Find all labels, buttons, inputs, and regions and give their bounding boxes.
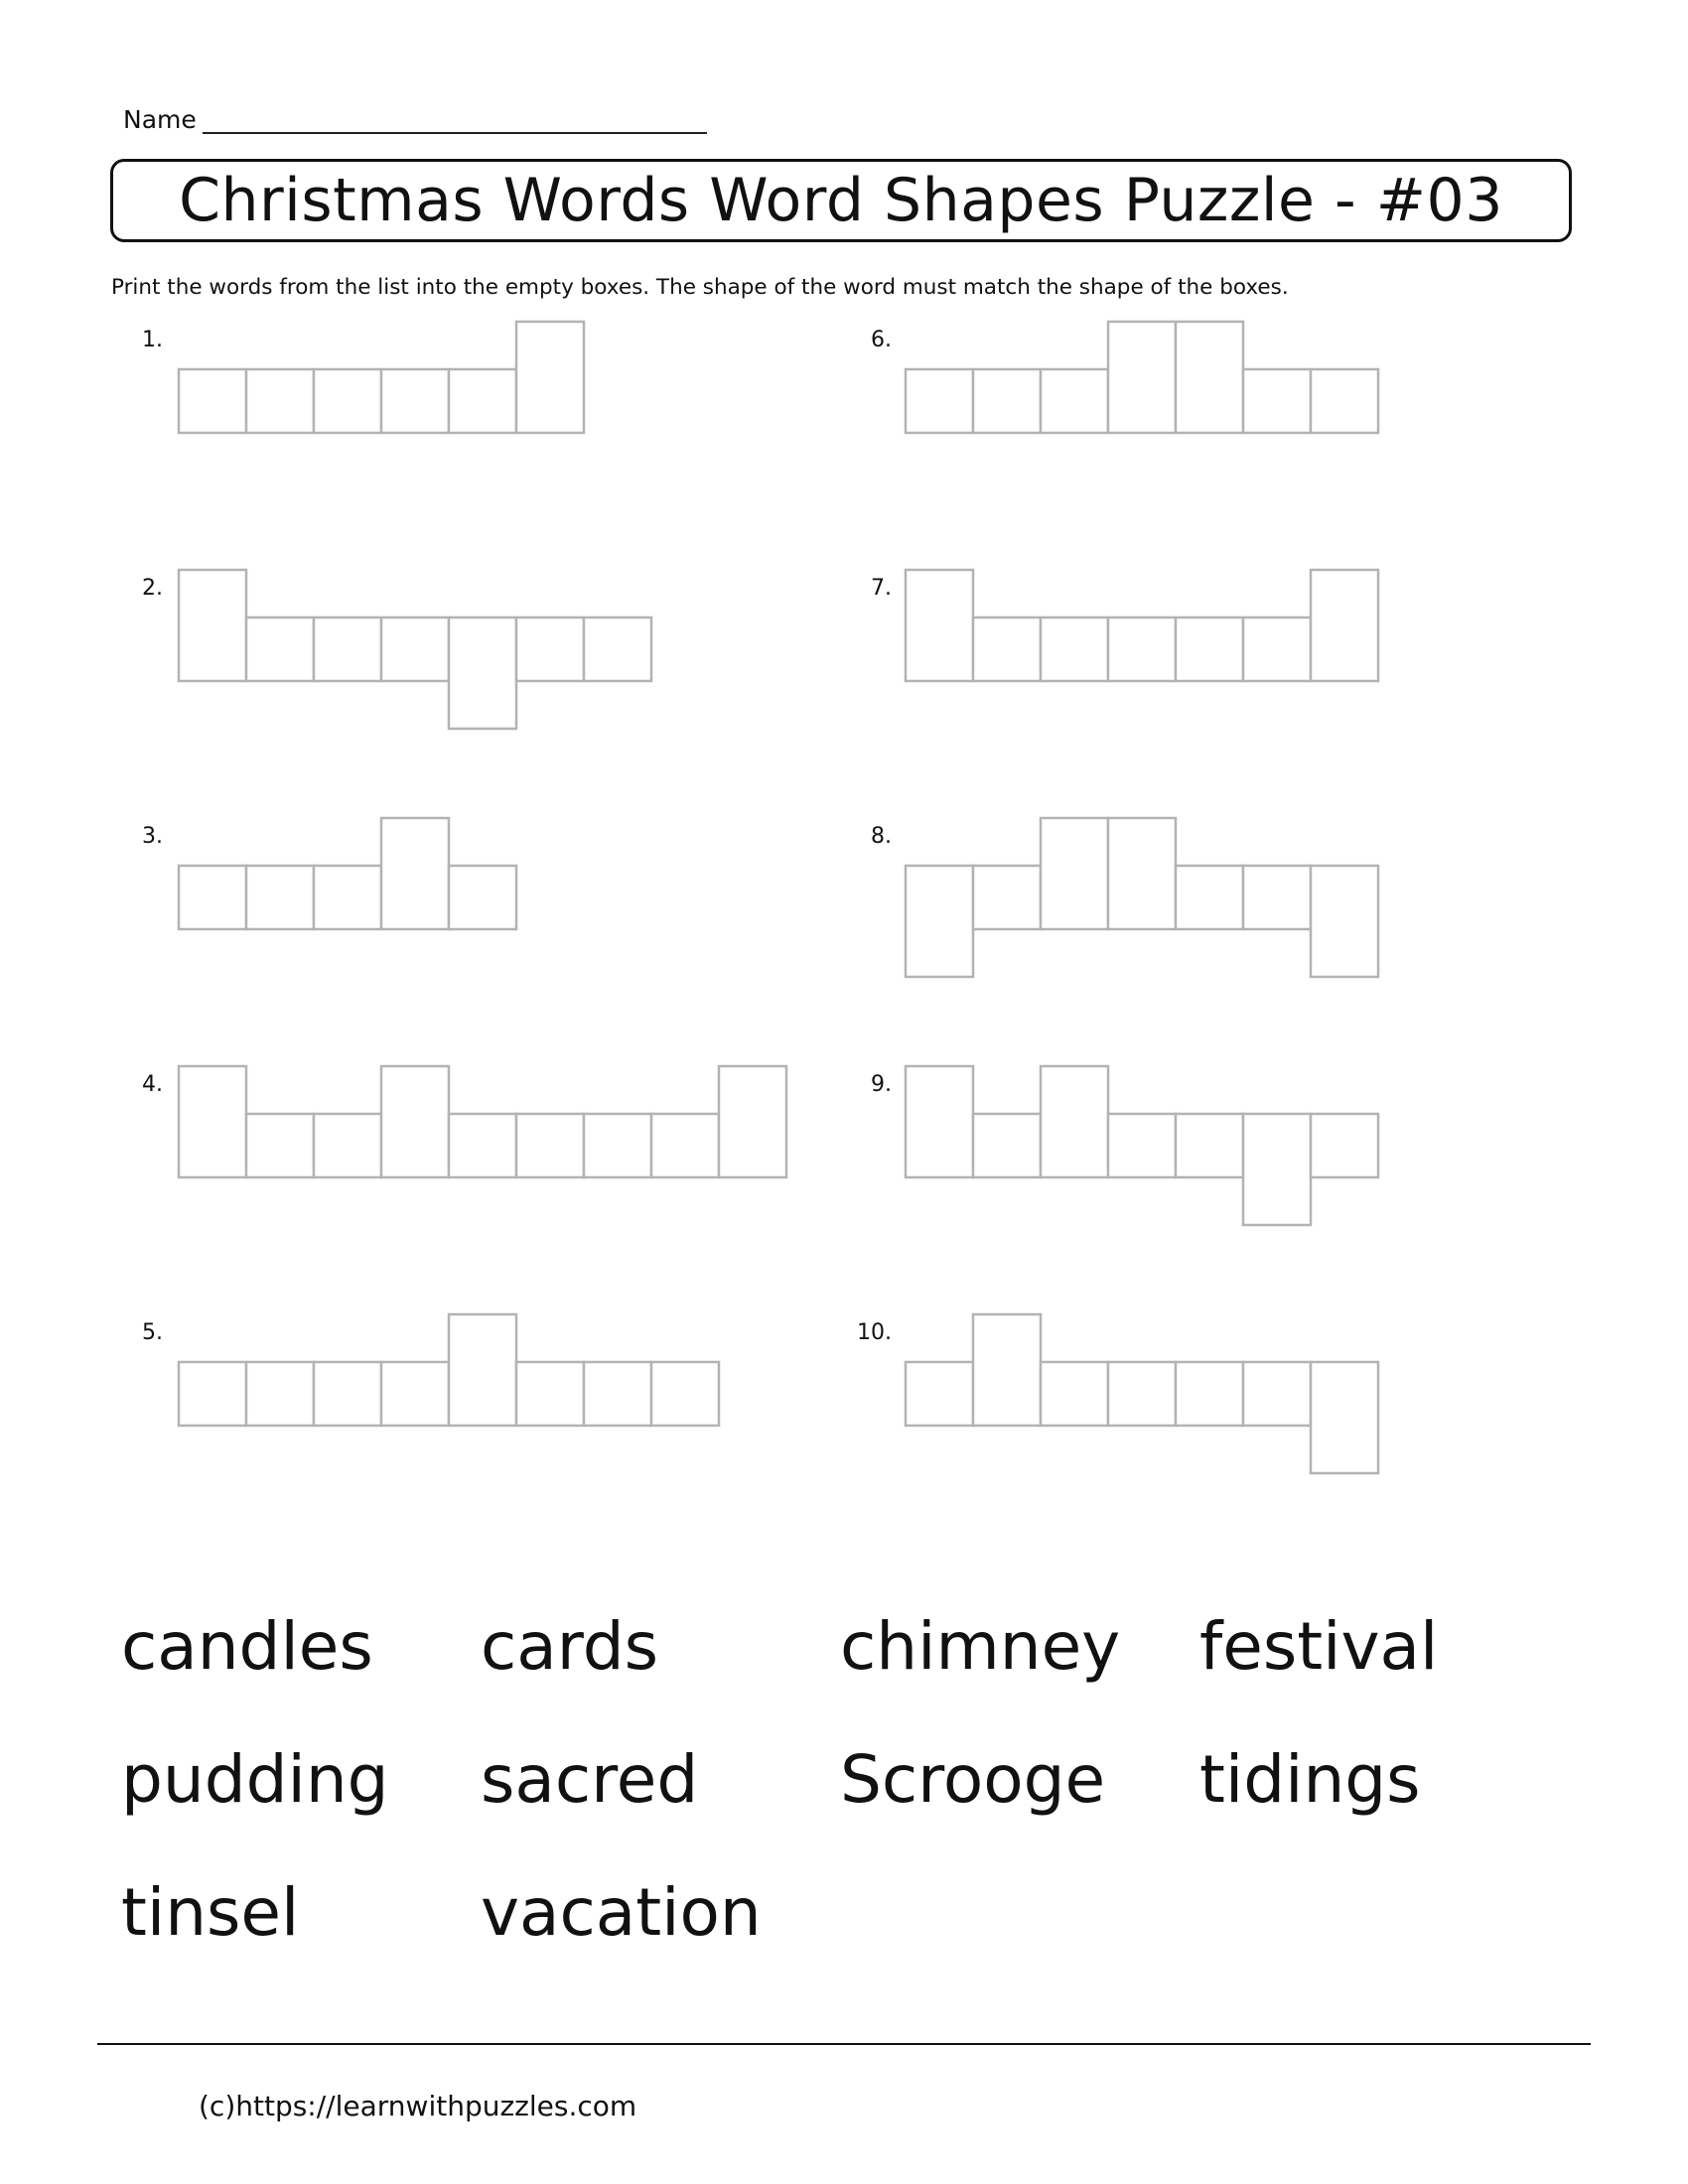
word-bank-item: festival (1199, 1608, 1439, 1685)
word-bank-item: tidings (1199, 1741, 1421, 1818)
letter-box[interactable] (449, 1114, 516, 1177)
letter-box[interactable] (1311, 866, 1378, 977)
puzzle-number: 9. (871, 1072, 892, 1097)
letter-box[interactable] (906, 570, 973, 681)
letter-box[interactable] (973, 1314, 1041, 1426)
word-bank-item: cards (481, 1608, 658, 1685)
puzzle-number: 3. (142, 824, 163, 849)
letter-box[interactable] (246, 1362, 314, 1426)
letter-box[interactable] (1243, 617, 1311, 681)
letter-box[interactable] (973, 369, 1041, 433)
puzzle-number: 10. (857, 1320, 892, 1345)
letter-box[interactable] (973, 617, 1041, 681)
letter-box[interactable] (584, 1114, 651, 1177)
letter-box[interactable] (179, 570, 246, 681)
letter-box[interactable] (719, 1066, 786, 1177)
letter-box[interactable] (381, 1066, 449, 1177)
letter-box[interactable] (381, 617, 449, 681)
word-shape-8 (906, 818, 1378, 977)
word-bank-item: chimney (840, 1608, 1121, 1685)
letter-box[interactable] (584, 617, 651, 681)
letter-box[interactable] (314, 1114, 381, 1177)
letter-box[interactable] (973, 866, 1041, 929)
letter-box[interactable] (381, 1362, 449, 1426)
letter-box[interactable] (1243, 1114, 1311, 1225)
footer-credit: (c)https://learnwithpuzzles.com (199, 2090, 637, 2122)
puzzle-number: 2. (142, 576, 163, 601)
letter-box[interactable] (179, 1362, 246, 1426)
puzzle-number: 8. (871, 824, 892, 849)
letter-box[interactable] (314, 617, 381, 681)
letter-box[interactable] (1041, 818, 1108, 929)
letter-box[interactable] (1243, 1362, 1311, 1426)
word-bank-item: tinsel (121, 1874, 300, 1951)
letter-box[interactable] (516, 322, 584, 433)
letter-box[interactable] (1108, 1362, 1176, 1426)
bottom-rule (97, 2043, 1591, 2045)
letter-box[interactable] (314, 1362, 381, 1426)
letter-box[interactable] (584, 1362, 651, 1426)
letter-box[interactable] (1176, 866, 1243, 929)
letter-box[interactable] (651, 1362, 719, 1426)
letter-box[interactable] (1108, 617, 1176, 681)
word-shape-6 (906, 322, 1378, 433)
letter-box[interactable] (246, 1114, 314, 1177)
puzzle-number: 6. (871, 328, 892, 352)
letter-box[interactable] (1041, 369, 1108, 433)
word-shape-10 (906, 1314, 1378, 1473)
letter-box[interactable] (651, 1114, 719, 1177)
letter-box[interactable] (1311, 1114, 1378, 1177)
puzzle-number: 4. (142, 1072, 163, 1097)
name-label: Name (123, 105, 197, 134)
letter-box[interactable] (1176, 322, 1243, 433)
letter-box[interactable] (246, 866, 314, 929)
letter-box[interactable] (1108, 818, 1176, 929)
letter-box[interactable] (1176, 617, 1243, 681)
letter-box[interactable] (1311, 1362, 1378, 1473)
letter-box[interactable] (1176, 1114, 1243, 1177)
letter-box[interactable] (1108, 322, 1176, 433)
letter-box[interactable] (314, 369, 381, 433)
letter-box[interactable] (516, 1114, 584, 1177)
letter-box[interactable] (516, 617, 584, 681)
letter-box[interactable] (973, 1114, 1041, 1177)
word-shape-9 (906, 1066, 1378, 1225)
word-shape-7 (906, 570, 1378, 681)
letter-box[interactable] (449, 369, 516, 433)
word-shape-3 (179, 818, 516, 929)
letter-box[interactable] (1041, 1362, 1108, 1426)
letter-box[interactable] (1311, 570, 1378, 681)
word-bank-item: candles (121, 1608, 373, 1685)
letter-box[interactable] (1041, 617, 1108, 681)
puzzle-number: 1. (142, 328, 163, 352)
letter-box[interactable] (1176, 1362, 1243, 1426)
letter-box[interactable] (179, 866, 246, 929)
word-shape-5 (179, 1314, 719, 1426)
letter-box[interactable] (1311, 369, 1378, 433)
letter-box[interactable] (1108, 1114, 1176, 1177)
word-shape-4 (179, 1066, 786, 1177)
letter-box[interactable] (381, 818, 449, 929)
letter-box[interactable] (906, 866, 973, 977)
puzzle-number: 5. (142, 1320, 163, 1345)
letter-box[interactable] (179, 369, 246, 433)
instructions: Print the words from the list into the empty boxes. The shape of the word must match the shape of the boxes. (111, 275, 1289, 300)
word-shape-2 (179, 570, 651, 729)
letter-box[interactable] (906, 369, 973, 433)
letter-box[interactable] (381, 369, 449, 433)
puzzle-number: 7. (871, 576, 892, 601)
letter-box[interactable] (314, 866, 381, 929)
letter-box[interactable] (246, 369, 314, 433)
word-bank-item: vacation (481, 1874, 762, 1951)
letter-box[interactable] (1243, 866, 1311, 929)
letter-box[interactable] (906, 1362, 973, 1426)
letter-box[interactable] (449, 866, 516, 929)
word-bank-item: sacred (481, 1741, 699, 1818)
letter-box[interactable] (246, 617, 314, 681)
word-bank-item: Scrooge (840, 1741, 1106, 1818)
letter-box[interactable] (1243, 369, 1311, 433)
letter-box[interactable] (179, 1066, 246, 1177)
word-bank-item: pudding (121, 1741, 389, 1818)
page-title: Christmas Words Word Shapes Puzzle - #03 (179, 166, 1503, 235)
word-shape-1 (179, 322, 584, 433)
letter-box[interactable] (449, 1314, 516, 1426)
letter-box[interactable] (516, 1362, 584, 1426)
letter-box[interactable] (906, 1066, 973, 1177)
letter-box[interactable] (449, 617, 516, 729)
letter-box[interactable] (1041, 1066, 1108, 1177)
